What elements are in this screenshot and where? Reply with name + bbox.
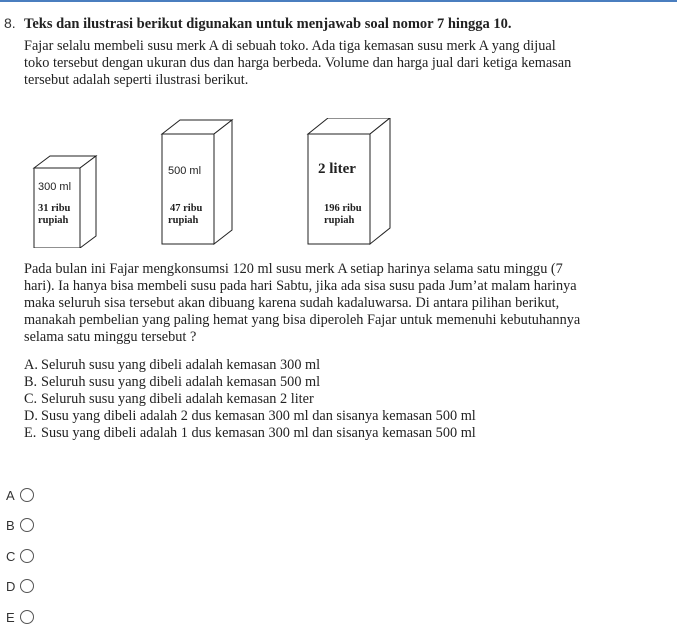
question-number: 8. bbox=[4, 15, 16, 31]
package-price-unit: rupiah bbox=[168, 215, 199, 226]
body-line: Pada bulan ini Fajar mengkonsumsi 120 ml susu merk A setiap harinya selama satu minggu (7 bbox=[24, 261, 563, 277]
milk-packages-illustration bbox=[0, 118, 400, 248]
answer-letter: E bbox=[6, 609, 15, 625]
top-accent-line bbox=[0, 0, 677, 2]
body-line: manakah pembelian yang paling hemat yang bisa diperoleh Fajar untuk memenuhi kebutuhannya bbox=[24, 312, 581, 328]
body-line: selama satu minggu tersebut ? bbox=[24, 329, 197, 345]
package-volume: 2 liter bbox=[318, 161, 356, 177]
option-text: Seluruh susu yang dibeli adalah kemasan 2 liter bbox=[41, 391, 314, 407]
package-price: 196 ribu bbox=[324, 203, 362, 214]
intro-paragraph bbox=[24, 38, 658, 89]
intro-line: tersebut adalah seperti ilustrasi berikut. bbox=[24, 72, 249, 88]
box-500-front bbox=[162, 134, 214, 244]
option-text: Seluruh susu yang dibeli adalah kemasan 500 ml bbox=[41, 374, 321, 390]
option-letter: A. bbox=[24, 357, 38, 373]
box-300-side bbox=[80, 156, 96, 248]
box-500-side bbox=[214, 120, 232, 244]
answer-letter: B bbox=[6, 517, 15, 533]
option-letter: B. bbox=[24, 374, 38, 390]
body-line: maka seluruh sisa tersebut akan dibuang karena sudah kadaluwarsa. Di antara pilihan berikut, bbox=[24, 295, 560, 311]
package-price-unit: rupiah bbox=[324, 215, 355, 226]
option-item bbox=[24, 408, 476, 425]
answer-choice-a[interactable] bbox=[6, 486, 34, 504]
option-letter: C. bbox=[24, 391, 38, 407]
option-text: Susu yang dibeli adalah 2 dus kemasan 300 ml dan sisanya kemasan 500 ml bbox=[41, 408, 476, 424]
option-item bbox=[24, 425, 476, 442]
answer-choice-d[interactable] bbox=[6, 577, 34, 595]
package-price-unit: rupiah bbox=[38, 215, 69, 226]
option-text: Susu yang dibeli adalah 1 dus kemasan 300 ml dan sisanya kemasan 500 ml bbox=[41, 425, 476, 441]
option-item bbox=[24, 391, 476, 408]
option-item bbox=[24, 357, 476, 374]
radio-button-e[interactable] bbox=[20, 610, 34, 624]
problem-paragraph bbox=[24, 261, 658, 346]
body-line: hari). Ia hanya bisa membeli susu pada hari Sabtu, jika ada sisa susu pada Jum’at malam harinya bbox=[24, 278, 577, 294]
radio-button-c[interactable] bbox=[20, 549, 34, 563]
intro-line: Fajar selalu membeli susu merk A di sebuah toko. Ada tiga kemasan susu merk A yang dijual bbox=[24, 38, 556, 54]
option-list bbox=[24, 357, 476, 442]
box-2l-side bbox=[370, 118, 390, 244]
answer-letter: C bbox=[6, 548, 16, 564]
question-heading: Teks dan ilustrasi berikut digunakan untuk menjawab soal nomor 7 hingga 10. bbox=[24, 16, 512, 32]
package-volume: 300 ml bbox=[38, 181, 72, 193]
package-volume: 500 ml bbox=[168, 165, 202, 177]
radio-button-a[interactable] bbox=[20, 488, 34, 502]
package-price: 47 ribu bbox=[170, 203, 203, 214]
answer-letter: A bbox=[6, 487, 15, 503]
package-price: 31 ribu bbox=[38, 203, 71, 214]
answer-choice-b[interactable] bbox=[6, 516, 34, 534]
radio-button-b[interactable] bbox=[20, 518, 34, 532]
option-letter: E. bbox=[24, 425, 37, 441]
option-letter: D. bbox=[24, 408, 38, 424]
answer-letter: D bbox=[6, 578, 16, 594]
option-text: Seluruh susu yang dibeli adalah kemasan 300 ml bbox=[41, 357, 321, 373]
intro-line: toko tersebut dengan ukuran dus dan harga berbeda. Volume dan harga jual dari ketiga kemasan bbox=[24, 55, 572, 71]
answer-choice-c[interactable] bbox=[6, 547, 34, 565]
box-2l-front bbox=[308, 134, 370, 244]
option-item bbox=[24, 374, 476, 391]
radio-button-d[interactable] bbox=[20, 579, 34, 593]
answer-choice-e[interactable] bbox=[6, 608, 34, 626]
